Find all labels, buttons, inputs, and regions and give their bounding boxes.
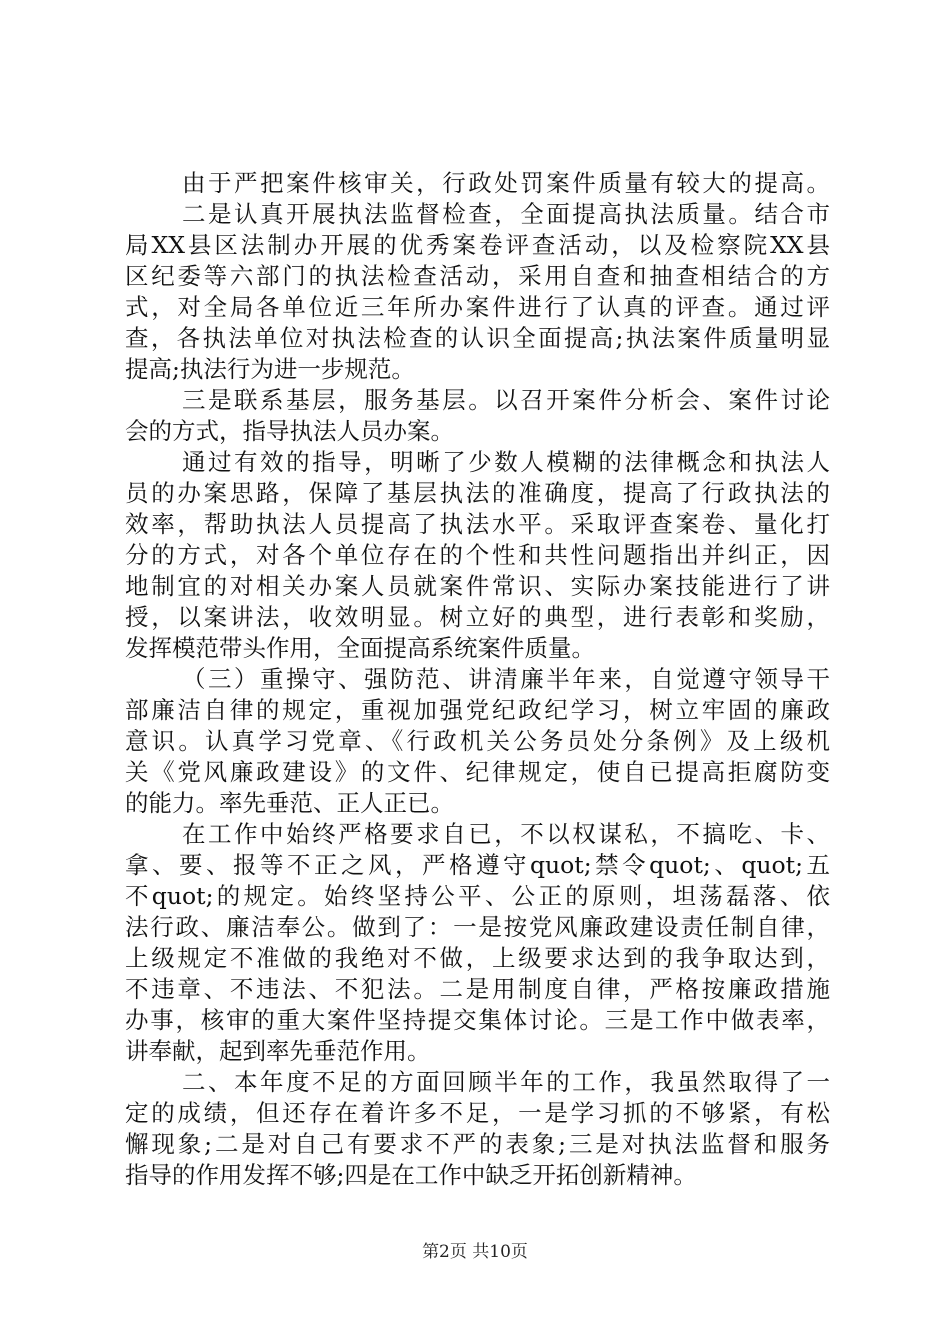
- text-line: 在工作中始终严格要求自已，不以权谋私，不搞吃、卡、: [182, 820, 830, 848]
- text-line: 部廉洁自律的规定，重视加强党纪政纪学习，树立牢固的廉政: [125, 696, 830, 724]
- text-line: 员的办案思路，保障了基层执法的准确度，提高了行政执法的: [125, 479, 830, 507]
- text-line: 提高;执法行为进一步规范。: [125, 355, 415, 383]
- text-line: 二、本年度不足的方面回顾半年的工作，我虽然取得了一: [182, 1068, 830, 1096]
- text-line: 效率，帮助执法人员提高了执法水平。采取评查案卷、量化打: [125, 510, 830, 538]
- text-line: 上级规定不准做的我绝对不做，上级要求达到的我争取达到，: [125, 944, 830, 972]
- text-line: 授，以案讲法，收效明显。树立好的典型，进行表彰和奖励，: [125, 603, 830, 631]
- text-line: 拿、要、报等不正之风，严格遵守quot;禁令quot;、quot;五: [125, 851, 830, 879]
- text-line: 会的方式，指导执法人员办案。: [125, 417, 454, 445]
- text-line: 局XX县区法制办开展的优秀案卷评查活动，以及检察院XX县: [125, 231, 830, 259]
- text-line: 的能力。率先垂范、正人正已。: [125, 789, 454, 817]
- text-line: 懈现象;二是对自己有要求不严的表象;三是对执法监督和服务: [125, 1130, 830, 1158]
- text-line: （三）重操守、强防范、讲清廉半年来，自觉遵守领导干: [182, 665, 830, 693]
- text-line: 不违章、不违法、不犯法。二是用制度自律，严格按廉政措施: [125, 975, 830, 1003]
- text-line: 查，各执法单位对执法检查的认识全面提高;执法案件质量明显: [125, 324, 830, 352]
- text-line: 发挥模范带头作用，全面提高系统案件质量。: [125, 634, 595, 662]
- text-line: 讲奉献，起到率先垂范作用。: [125, 1037, 431, 1065]
- text-line: 定的成绩，但还存在着许多不足，一是学习抓的不够紧，有松: [125, 1099, 830, 1127]
- text-line: 通过有效的指导，明晰了少数人模糊的法律概念和执法人: [182, 448, 830, 476]
- text-line: 分的方式，对各个单位存在的个性和共性问题指出并纠正，因: [125, 541, 830, 569]
- text-line: 关《党风廉政建设》的文件、纪律规定，使自已提高拒腐防变: [125, 758, 830, 786]
- text-line: 法行政、廉洁奉公。做到了：一是按党风廉政建设责任制自律，: [125, 913, 830, 941]
- text-line: 意识。认真学习党章、《行政机关公务员处分条例》及上级机: [125, 727, 830, 755]
- document-body: [125, 168, 830, 1191]
- text-line: 由于严把案件核审关，行政处罚案件质量有较大的提高。: [182, 169, 830, 197]
- text-line: 指导的作用发挥不够;四是在工作中缺乏开拓创新精神。: [125, 1161, 697, 1189]
- text-line: 办事，核审的重大案件坚持提交集体讨论。三是工作中做表率，: [125, 1006, 830, 1034]
- page-number-footer: 第2页 共10页: [422, 1242, 528, 1262]
- text-line: 地制宜的对相关办案人员就案件常识、实际办案技能进行了讲: [125, 572, 830, 600]
- text-line: 区纪委等六部门的执法检查活动，采用自查和抽查相结合的方: [125, 262, 830, 290]
- text-line: 二是认真开展执法监督检查，全面提高执法质量。结合市: [182, 200, 830, 228]
- text-line: 三是联系基层，服务基层。以召开案件分析会、案件讨论: [182, 386, 830, 414]
- text-line: 不quot;的规定。始终坚持公平、公正的原则，坦荡磊落、依: [125, 882, 830, 910]
- text-line: 式，对全局各单位近三年所办案件进行了认真的评查。通过评: [125, 293, 830, 321]
